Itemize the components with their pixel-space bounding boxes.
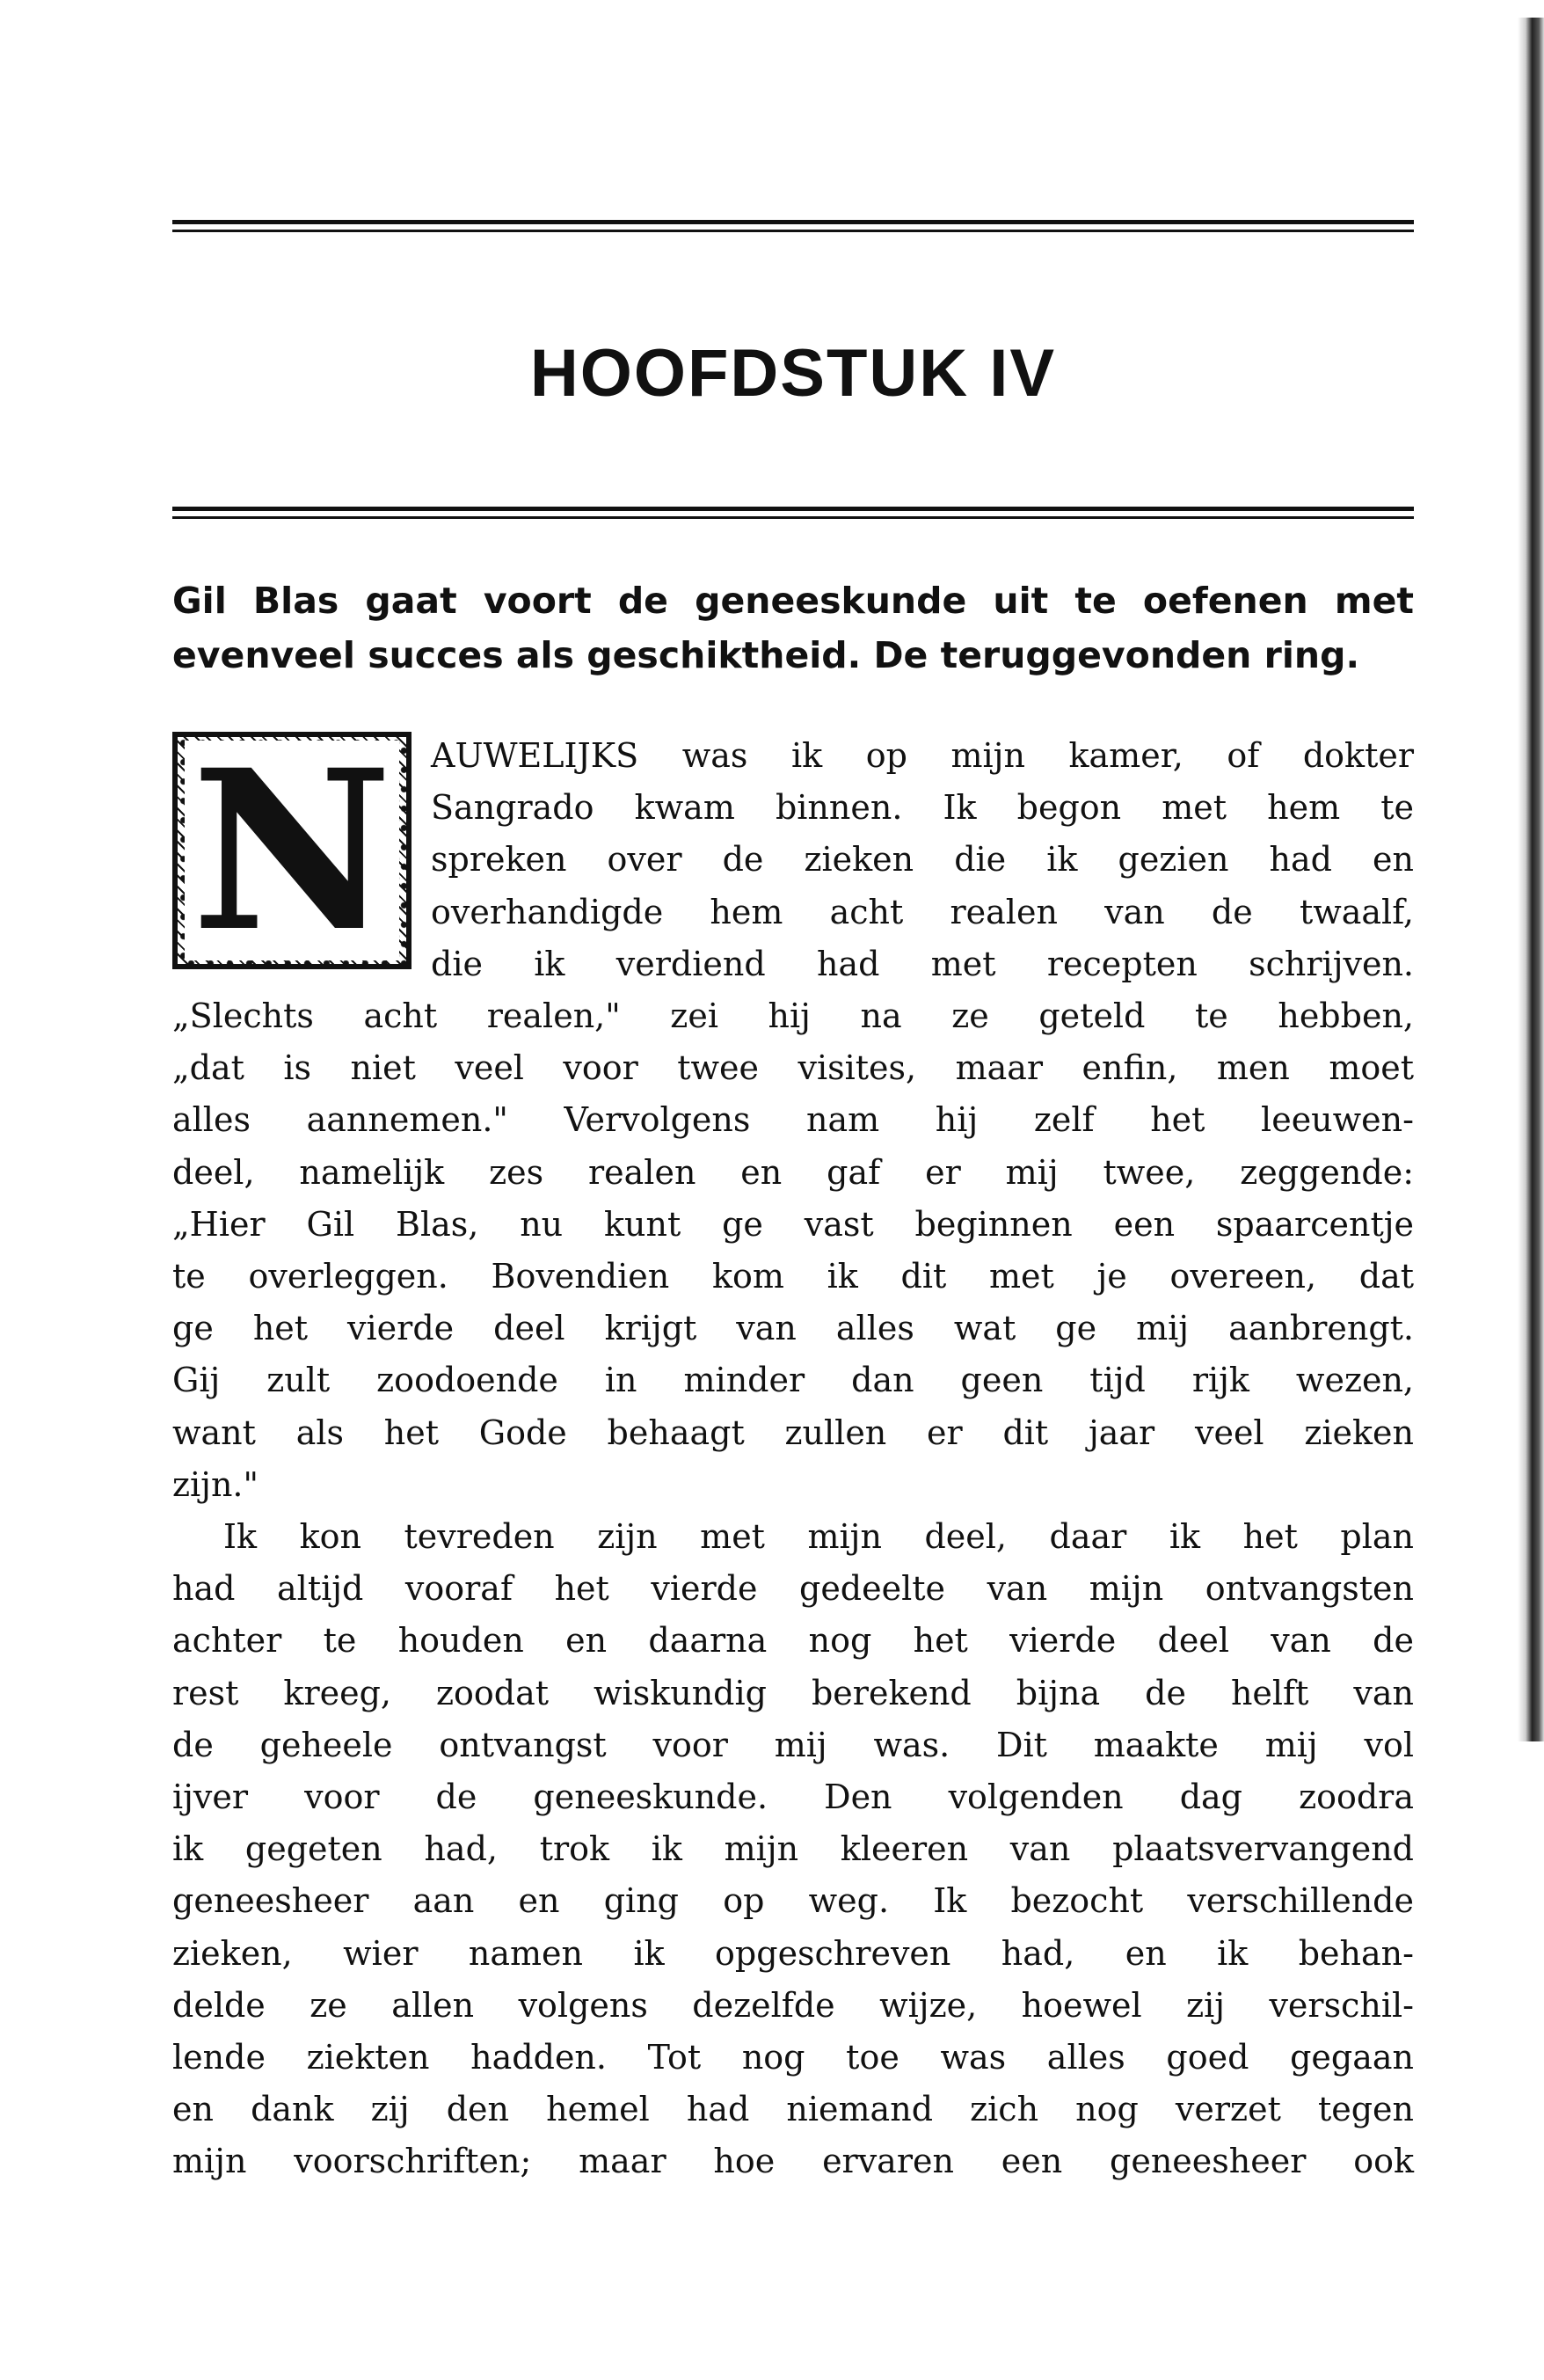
chapter-summary [172,573,1414,683]
text-line: ge het vierde deel krijgt van alles wat ge mij aanbrengt. [172,1309,1414,1348]
text-line: ijver voor de geneeskunde. Den volgenden dag zoodra [172,1778,1414,1817]
initial-letter: N [185,741,400,960]
text-line: overhandigde hem acht realen van de twaalf, [431,892,1414,931]
text-line: zieken, wier namen ik opgeschreven had, en ik behan- [172,1933,1414,1973]
text-line: lende ziekten hadden. Tot nog toe was alles goed gegaan [172,2038,1414,2077]
text-line: mijn voorschriften; maar hoe ervaren een geneesheer ook [172,2142,1414,2181]
text-line: „dat is niet veel voor twee visites, maar enfin, men moet [172,1048,1414,1088]
text-line: alles aannemen." Vervolgens nam hij zelf het leeuwen- [172,1100,1414,1140]
page-edge-shadow [1518,18,1544,1741]
text-line: de geheele ontvangst voor mij was. Dit maakte mij vol [172,1725,1414,1764]
top-double-rule [172,220,1414,232]
text-line: AUWELIJKS was ik op mijn kamer, of dokter [431,736,1414,775]
text-line: spreken over de zieken die ik gezien had en [431,840,1414,880]
text-line: „Slechts acht realen," zei hij na ze geteld te hebben, [172,997,1414,1036]
text-line: geneesheer aan en ging op weg. Ik bezocht verschillende [172,1881,1414,1921]
text-line: zijn." [172,1464,259,1504]
text-line: deel, namelijk zes realen en gaf er mij twee, zeggende: [172,1152,1414,1192]
text-line: want als het Gode behaagt zullen er dit jaar veel zieken [172,1413,1414,1452]
bottom-double-rule [172,507,1414,519]
text-line: „Hier Gil Blas, nu kunt ge vast beginnen een spaarcentje [172,1204,1414,1244]
text-line: Ik kon tevreden zijn met mijn deel, daar ik het plan [223,1517,1414,1557]
text-line: had altijd vooraf het vierde gedeelte van mijn ontvangsten [172,1569,1414,1609]
text-line: achter te houden en daarna nog het vierde deel van de [172,1621,1414,1661]
text-line: rest kreeg, zoodat wiskundig berekend bijna de helft van [172,1673,1414,1712]
text-line: delde ze allen volgens dezelfde wijze, hoewel zij verschil- [172,1985,1414,2025]
text-line: Sangrado kwam binnen. Ik begon met hem te [431,788,1414,828]
summary-line: evenveel succes als geschiktheid. De teruggevonden ring. [172,634,1360,676]
text-line: die ik verdiend had met recepten schrijven. [431,944,1414,983]
summary-line: Gil Blas gaat voort de geneeskunde uit te oefenen met [172,580,1414,622]
text-line: te overleggen. Bovendien kom ik dit met je overeen, dat [172,1257,1414,1296]
body-text [172,730,1414,2188]
text-line: ik gegeten had, trok ik mijn kleeren van plaatsvervangend [172,1829,1414,1869]
chapter-title: HOOFDSTUK IV [529,336,1057,411]
text-line: en dank zij den hemel had niemand zich nog verzet tegen [172,2090,1414,2129]
text-line: Gij zult zoodoende in minder dan geen tijd rijk wezen, [172,1361,1414,1400]
